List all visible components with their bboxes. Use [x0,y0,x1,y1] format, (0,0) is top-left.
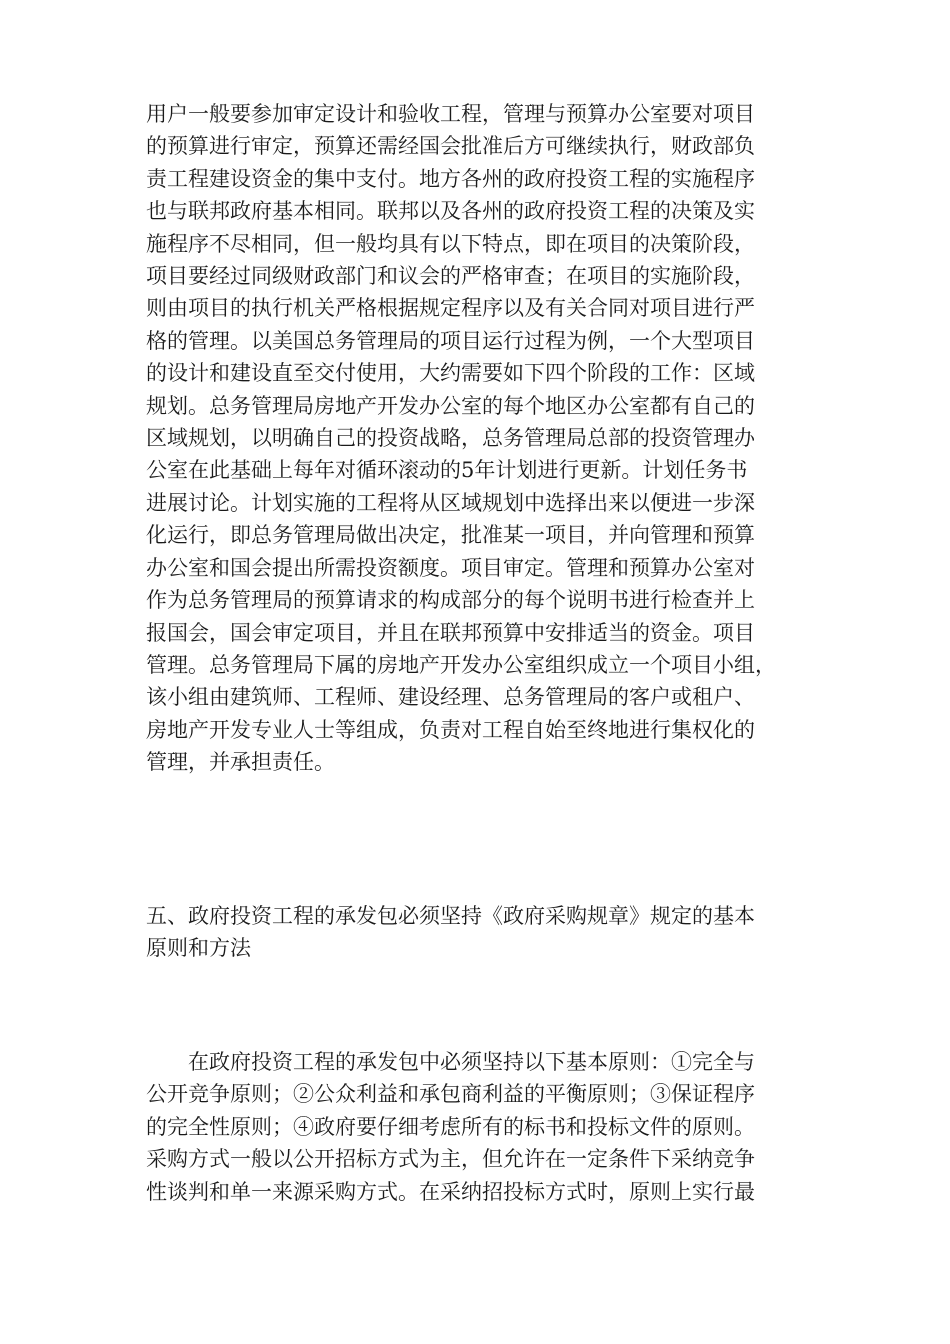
section-heading: 五、政府投资工程的承发包必须坚持《政府采购规章》规定的基本 原则和方法 [146,904,755,961]
body-paragraph: 在政府投资工程的承发包中必须坚持以下基本原则：①完全与 公开竞争原则；②公众利益和承包商利益的平衡原则；③保证程序 的完全性原则；④政府要仔细考虑所有的标书和投标文件的原则。 采购方式一般以公开招标方式为主，但允许在一定条件下采纳竞争 性谈判和单一来源采购方式。在采纳招投标方式时，原则上实行最 [146,1050,755,1204]
body-paragraph: 用户一般要参加审定设计和验收工程，管理与预算办公室要对项目 的预算进行审定，预算还需经国会批准后方可继续执行，财政部负 责工程建设资金的集中支付。地方各州的政府投资工程的实施程序 也与联邦政府基本相同。联邦以及各州的政府投资工程的决策及实 施程序不尽相同，但一般均具有以下特点，即在项目的决策阶段， 项目要经过同级财政部门和议会的严格审查；在项目的实施阶段， 则由项目的执行机关严格根据规定程序以及有关合同对项目进行严 格的管理。以美国总务管理局的项目运行过程为例，一个大型项目 的设计和建设直至交付使用，大约需要如下四个阶段的工作：区域 规划。总务管理局房地产开发办公室的每个地区办公室都有自己的 区域规划，以明确自己的投资战略，总务管理局总部的投资管理办 公室在此基础上每年对循环滚动的5年计划进行更新。计划任务书 进展讨论。计划实施的工程将从区域规划中选择出来以便进一步深 化运行，即总务管理局做出决定，批准某一项目，并向管理和预算 办公室和国会提出所需投资额度。项目审定。管理和预算办公室对 作为总务管理局的预算请求的构成部分的每个说明书进行检查并上 报国会，国会审定项目，并且在联邦预算中安排适当的资金。项目 管理。总务管理局下属的房地产开发办公室组织成立一个项目小组， 该小组由建筑师、工程师、建设经理、总务管理局的客户或租户、 房地产开发专业人士等组成，负责对工程自始至终地进行集权化的 管理，并承担责任。 [146,102,776,775]
